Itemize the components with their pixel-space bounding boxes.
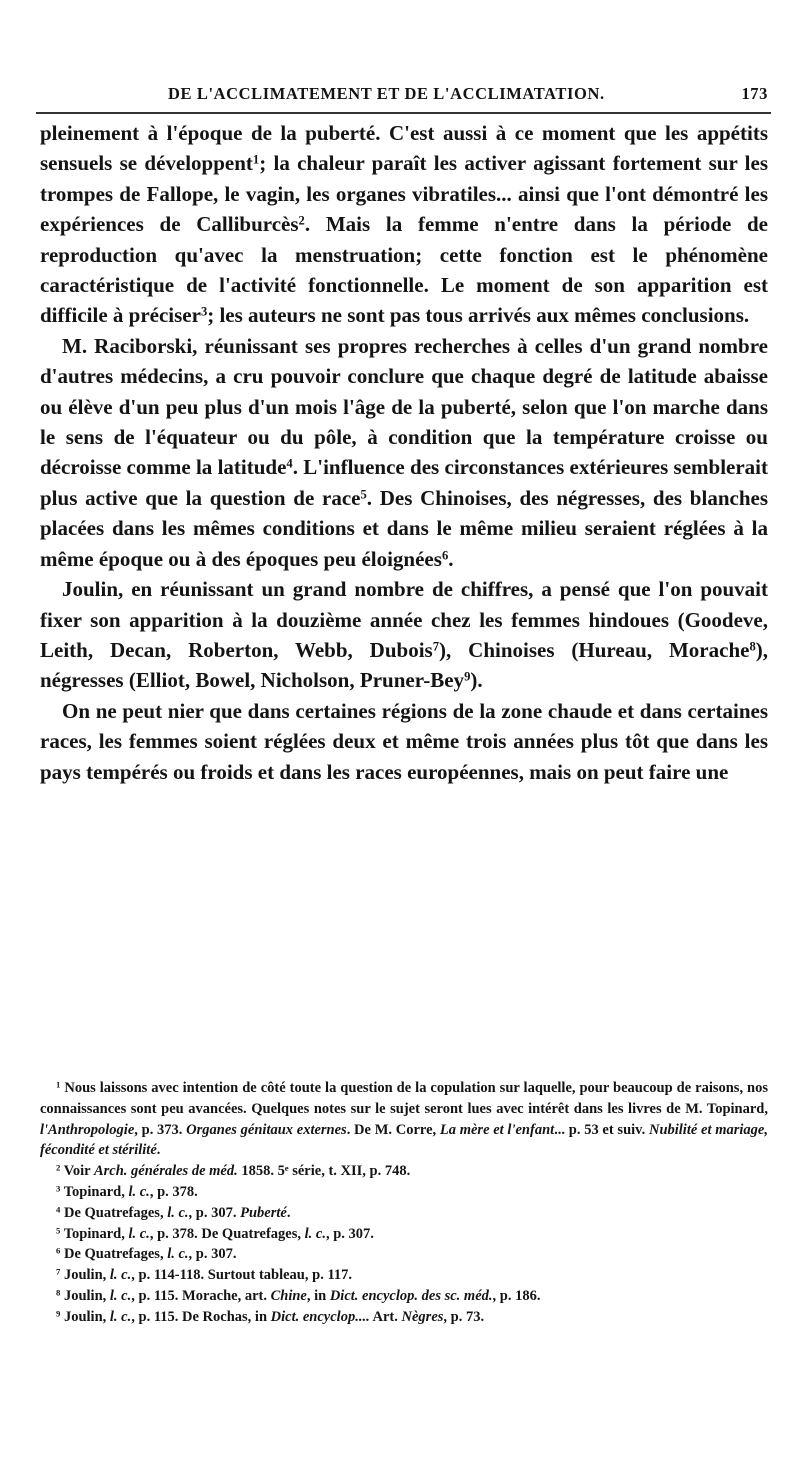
paragraph-1 [40, 118, 768, 331]
italic-run: l'Anthropologie [40, 1121, 135, 1138]
italic-run: Organes génitaux externes [186, 1121, 347, 1138]
footnote-2 [40, 1161, 768, 1182]
text-run: De Quatrefages, [63, 1246, 168, 1263]
text-run: ; la chaleur paraît les activer agissant fortement sur les trompes de Fallope, le vagin, les organes vibratiles... ainsi que l'ont démontré les expériences de Calliburcès [40, 151, 768, 237]
footnote-6 [40, 1244, 768, 1265]
footnote-ref: 6 [441, 548, 449, 563]
footnote-mark: 8 [56, 1287, 61, 1298]
text-run: . L'influence des circonstances extérieures semblerait plus active que la question de race [40, 455, 769, 510]
text-run: , p. 307. [188, 1204, 241, 1221]
footnote-4 [40, 1203, 768, 1224]
italic-run: Chine [270, 1287, 307, 1304]
paragraph-3 [40, 574, 768, 696]
running-header [168, 84, 768, 104]
footnote-8 [40, 1286, 768, 1307]
text-run: . [448, 546, 454, 571]
italic-run: Arch. générales de méd. [93, 1163, 238, 1180]
text-run: M. Raciborski, réunissant ses propres recherches à celles d'un grand nombre d'autres médecins, a cru pouvoir conclure que chaque degré de latitude abaisse ou élève d'un peu plus d'un mois l'âge de la puberté, selon que l'on marche dans le sens de l'équateur ou du pôle, à condition que la température croisse ou décroisse comme la latitude [40, 333, 768, 480]
text-run: . Des Chinoises, des négresses, des blanches placées dans les mêmes conditions et dans le même milieu seraient réglées à la même époque ou à des époques peu éloignées [40, 485, 768, 571]
text-run: . [286, 1204, 291, 1221]
italic-run: l. c. [128, 1225, 150, 1242]
text-run: . [156, 1142, 161, 1159]
italic-run: Dict. encyclop.... [270, 1308, 370, 1325]
text-run: ... p. 53 et suiv. [554, 1121, 649, 1138]
text-run: , p. 115. De Rochas, in [131, 1308, 271, 1325]
footnote-ref: 5 [360, 487, 367, 502]
italic-run: Nubilité et mariage, fécondité et stérilité [40, 1121, 768, 1159]
text-run: ). [470, 668, 483, 693]
italic-run: l. c. [128, 1183, 150, 1200]
footnote-1 [40, 1078, 768, 1161]
italic-run: Nègres [401, 1308, 444, 1325]
text-run: , p. 115. Morache, art. [131, 1287, 271, 1304]
footnote-ref: 1 [252, 153, 260, 168]
text-run: Topinard, [63, 1225, 129, 1242]
footnote-mark: 9 [56, 1308, 61, 1319]
footnote-ref: 4 [286, 457, 293, 472]
footnote-mark: 5 [56, 1225, 61, 1236]
text-run: , p. 378. [149, 1183, 198, 1200]
italic-run: Puberté [240, 1204, 287, 1221]
text-run: Joulin, [63, 1287, 110, 1304]
text-run: , p. 73. [443, 1308, 485, 1325]
text-run: ; les auteurs ne sont pas tous arrivés aux mêmes conclusions. [207, 303, 750, 328]
footnote-7 [40, 1265, 768, 1286]
italic-run: l. c. [109, 1287, 132, 1304]
footnote-mark: 6 [56, 1246, 61, 1257]
text-run: , p. 307. [325, 1225, 374, 1242]
text-run: , p. 186. [492, 1287, 541, 1304]
text-run: pleinement à l'époque de la puberté. C'est aussi à ce moment que les appétits sensuels se développent [40, 121, 768, 176]
text-run: , p. 373. [134, 1121, 187, 1138]
body-text [40, 118, 768, 787]
text-run: . De M. Corre, [346, 1121, 440, 1138]
header-rule [36, 112, 771, 114]
footnote-ref: 3 [200, 305, 208, 320]
text-run: 1858. 5ᵉ série, t. XII, p. 748. [237, 1163, 411, 1180]
footnote-ref: 2 [298, 213, 305, 228]
text-run: , p. 378. De Quatrefages, [149, 1225, 305, 1242]
footnote-5 [40, 1224, 768, 1245]
text-run: ), négresses (Elliot, Bowel, Nicholson, Pruner-Bey [40, 637, 768, 693]
footnote-mark: 4 [56, 1204, 61, 1215]
text-run: De Quatrefages, [63, 1204, 168, 1221]
page-number: 173 [741, 84, 768, 103]
footnote-mark: 3 [56, 1183, 61, 1194]
paragraph-4: On ne peut nier que dans certaines régions de la zone chaude et dans certaines races, les femmes soient réglées deux et même trois années plus tôt que dans les pays tempérés ou froids et dans les races européennes, mais on peut faire une [40, 698, 768, 784]
running-title: DE L'ACCLIMATEMENT ET DE L'ACCLIMATATION. [168, 84, 605, 103]
text-run: Nous laissons avec intention de côté toute la question de la copulation sur laquelle, pour beaucoup de raisons, nos connaissances sont peu avancées. Quelques notes sur le sujet seront lues avec intérêt dans les livres de M. Topinard, [40, 1080, 769, 1117]
footnote-ref: 8 [749, 639, 756, 654]
text-run: Voir [63, 1163, 94, 1180]
italic-run: La mère et l'enfant [439, 1121, 555, 1138]
text-run: Art. [369, 1308, 402, 1325]
paragraph-2 [40, 331, 768, 574]
italic-run: l. c. [109, 1267, 132, 1284]
footnotes [40, 1078, 768, 1328]
italic-run: l. c. [109, 1308, 132, 1325]
italic-run: l. c. [304, 1225, 326, 1242]
text-run: Topinard, [63, 1183, 129, 1200]
italic-run: l. c. [167, 1204, 189, 1221]
footnote-ref: 9 [464, 670, 471, 685]
text-run: Joulin, [63, 1308, 110, 1325]
text-run: ), Chinoises (Hureau, Morache [439, 637, 750, 662]
text-run: . Mais la femme n'entre dans la période de reproduction qu'avec la menstruation; cette fonction est le phénomène caractéristique de l'activité fonctionnelle. Le moment de son apparition est difficile à préciser [40, 212, 769, 328]
footnote-ref: 7 [432, 639, 440, 654]
footnote-mark: 2 [56, 1162, 61, 1173]
italic-run: l. c. [167, 1246, 189, 1263]
text-run: , p. 114-118. Surtout tableau, p. 117. [131, 1267, 353, 1284]
text-run: , p. 307. [188, 1246, 237, 1263]
text-run: Joulin, [63, 1267, 110, 1284]
footnote-mark: 1 [56, 1079, 61, 1090]
italic-run: Dict. encyclop. des sc. méd. [329, 1287, 493, 1304]
footnote-9 [40, 1307, 768, 1328]
footnote-mark: 7 [56, 1266, 61, 1277]
footnote-3 [40, 1182, 768, 1203]
text-run: Joulin, en réunissant un grand nombre de chiffres, a pensé que l'on pouvait fixer son apparition à la douzième année chez les femmes hindoues (Goodeve, Leith, Decan, Roberton, Webb, Dubois [40, 577, 768, 662]
text-run: , in [306, 1287, 330, 1304]
